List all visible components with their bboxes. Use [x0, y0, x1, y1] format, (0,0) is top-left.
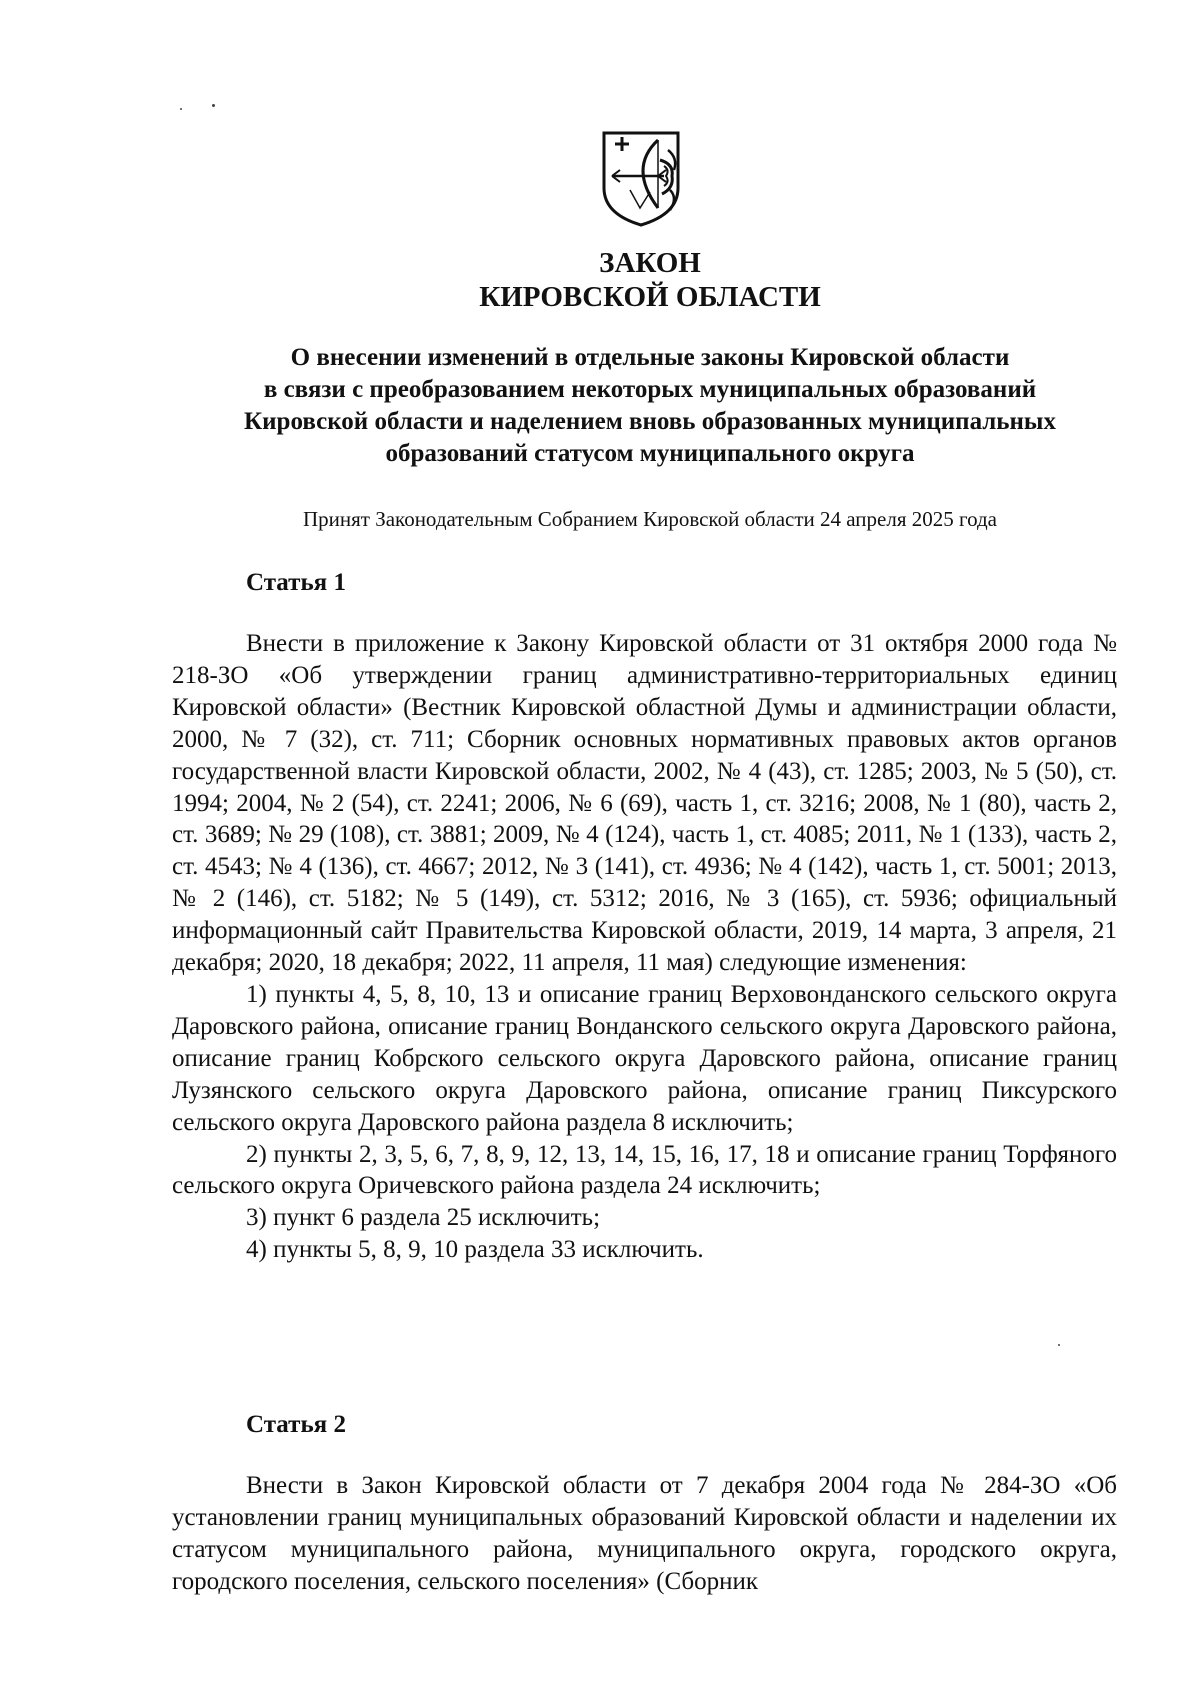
law-subject — [0, 342, 1200, 470]
article-2-paragraph: Внести в Закон Кировской области от 7 декабря 2004 года № 284-ЗО «Об установлении границ муниципальных образований Кировской области и наделении их статусом муниципального района, муниципального округа, городского округа, городского поселения, сельского поселения» (Сборник — [172, 1472, 1117, 1595]
scan-speck — [180, 108, 182, 110]
title-line-1: ЗАКОН — [599, 247, 701, 279]
article-1-body — [172, 628, 1117, 1266]
article-1-item: 1) пункты 4, 5, 8, 10, 13 и описание границ Верховонданского сельского округа Даровского района, описание границ Вонданского сельского округа Даровского района, описание границ Кобрского сельского округа Даровского района, описание границ Лузянского сельского округа Даровского района, описание границ Пиксурского сельского округа Даровского района раздела 8 исключить; — [172, 980, 1117, 1136]
article-1-paragraph: Внести в приложение к Закону Кировской области от 31 октября 2000 года № 218-ЗО «Об утверждении границ административно-территориальных единиц Кировской области» (Вестник Кировской областной Думы и администрации области, 2000, № 7 (32), ст. 711; Сборник основных нормативных правовых актов органов государственной власти Кировской области, 2002, № 4 (43), ст. 1285; 2003, № 5 (50), ст. 1994; 2004, № 2 (54), ст. 2241; 2006, № 6 (69), часть 1, ст. 3216; 2008, № 1 (80), часть 2, ст. 3689; № 29 (108), ст. 3881; 2009, № 4 (124), часть 1, ст. 4085; 2011, № 1 (133), часть 2, ст. 4543; № 4 (136), ст. 4667; 2012, № 3 (141), ст. 4936; № 4 (142), часть 1, ст. 5001; 2013, № 2 (146), ст. 5182; № 5 (149), ст. 5312; 2016, № 3 (165), ст. 5936; официальный информационный сайт Правительства Кировской области, 2019, 14 марта, 3 апреля, 21 декабря; 2020, 18 декабря; 2022, 11 апреля, 11 мая) следующие изменения: — [172, 630, 1117, 977]
article-1-heading: Статья 1 — [246, 569, 346, 596]
scan-speck — [1058, 1344, 1060, 1346]
subject-line: О внесении изменений в отдельные законы Кировской области — [290, 344, 1010, 371]
article-1-item: 2) пункты 2, 3, 5, 6, 7, 8, 9, 12, 13, 14, 15, 16, 17, 18 и описание границ Торфяного сельского округа Оричевского района раздела 24 исключить; — [172, 1140, 1117, 1200]
article-1-item: 3) пункт 6 раздела 25 исключить; — [246, 1204, 601, 1232]
adoption-note: Принят Законодательным Собранием Кировской области 24 апреля 2025 года — [302, 507, 997, 531]
subject-line: образований статусом муниципального округа — [385, 440, 915, 467]
article-2-body — [172, 1470, 1117, 1598]
coat-of-arms-icon — [600, 130, 682, 228]
subject-line: в связи с преобразованием некоторых муниципальных образований — [263, 376, 1037, 403]
article-1-item: 4) пункты 5, 8, 9, 10 раздела 33 исключить. — [246, 1236, 704, 1264]
scan-speck — [212, 104, 215, 107]
subject-line: Кировской области и наделением вновь образованных муниципальных — [244, 408, 1056, 435]
law-title — [0, 246, 1200, 314]
title-line-2: КИРОВСКОЙ ОБЛАСТИ — [479, 281, 821, 313]
article-2-heading: Статья 2 — [246, 1411, 346, 1438]
